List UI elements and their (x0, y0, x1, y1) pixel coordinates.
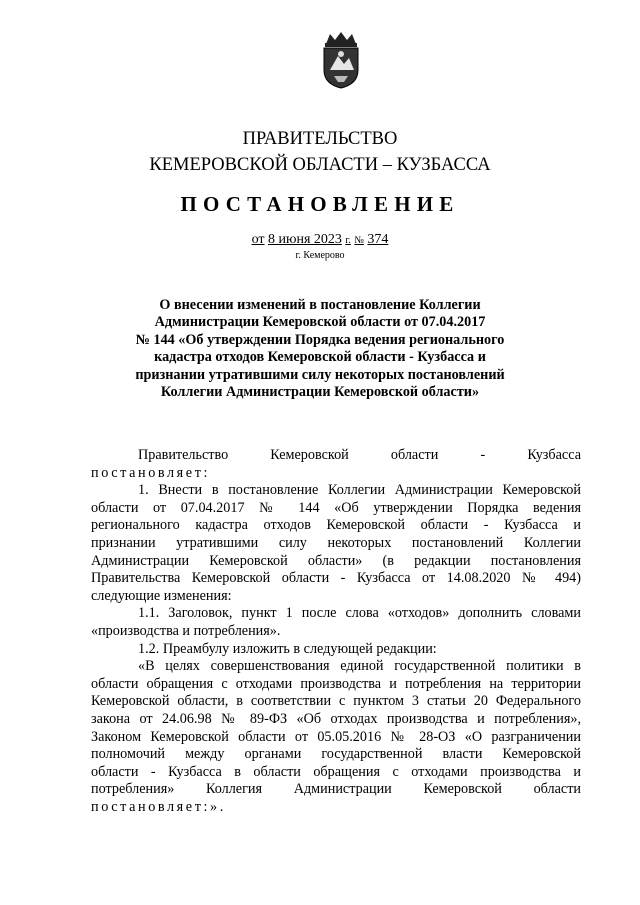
coat-of-arms-icon (316, 30, 366, 90)
item1-line: Администрации Кемеровской области» (в редакции постановления (91, 552, 581, 569)
decree-body (91, 447, 581, 816)
quote-line: Кемеровской области, в соответствии с пунктом 3 статьи 20 Федерального (91, 693, 581, 710)
decree-number: 374 (367, 232, 389, 247)
decree-date-line (0, 232, 640, 248)
government-title-line2: КЕМЕРОВСКОЙ ОБЛАСТИ – КУЗБАССА (149, 155, 491, 175)
quote-line: «В целях совершенствования единой государственной политики в (138, 658, 581, 675)
subject-line: О внесении изменений в постановление Коллегии (159, 297, 481, 313)
item1-line: признании утратившими силу некоторых постановлений Коллегии (91, 534, 581, 551)
subject-line: кадастра отходов Кемеровской области - Кузбасса и (154, 349, 486, 366)
decree-city: г. Кемерово (295, 250, 345, 261)
subject-line: Администрации Кемеровской области от 07.04.2017 (154, 314, 486, 331)
item11-line: 1.1. Заголовок, пункт 1 после слова «отходов» дополнить словами (138, 605, 581, 622)
item12-line: 1.2. Преамбулу изложить в следующей редакции: (138, 640, 437, 657)
subject-line: № 144 «Об утверждении Порядка ведения регионального (135, 331, 505, 348)
quote-line: полномочий между органами государственной власти Кемеровской (91, 746, 581, 763)
subject-line: признании утратившими силу некоторых постановлений (135, 366, 505, 383)
item1-line: 1. Внести в постановление Коллегии Администрации Кемеровской (138, 482, 581, 499)
item1-line: области от 07.04.2017 № 144 «Об утверждении Порядка ведения (91, 499, 581, 516)
quote-line: потребления» Коллегия Администрации Кемеровской области (91, 781, 581, 798)
number-sign: № (354, 235, 364, 246)
decree-date: 8 июня 2023 (268, 232, 342, 247)
item1-line: следующие изменения: (91, 587, 232, 604)
quote-line: области - Кузбасса в области обращения с отходами производства и (91, 763, 581, 780)
item11-line: «производства и потребления». (91, 622, 281, 639)
year-suffix: г. (345, 235, 351, 246)
document-type-title: ПОСТАНОВЛЕНИЕ (180, 192, 460, 216)
subject-line: Коллегии Администрации Кемеровской области» (160, 384, 480, 401)
intro-resolves: постановляет: (91, 464, 211, 481)
quote-line: области обращения с отходами производства и потребления на территории (91, 675, 581, 692)
quote-end: постановляет:». (91, 798, 226, 815)
quote-line: закона от 24.06.98 № 89-ФЗ «Об отходах производства и потребления», (91, 710, 581, 727)
intro-line: Правительство Кемеровской области - Кузбасса (138, 447, 581, 463)
government-title-line1: ПРАВИТЕЛЬСТВО (242, 129, 398, 149)
item1-line: регионального кадастра отходов Кемеровской области - Кузбасса и (91, 517, 581, 534)
item1-line: Правительства Кемеровской области - Кузбасса от 14.08.2020 № 494) (91, 570, 581, 587)
quote-line: Законом Кемеровской области от 05.05.2016 № 28-ОЗ «О разграничении (91, 728, 581, 745)
decree-subject (0, 297, 640, 401)
date-prefix: от (251, 232, 265, 247)
